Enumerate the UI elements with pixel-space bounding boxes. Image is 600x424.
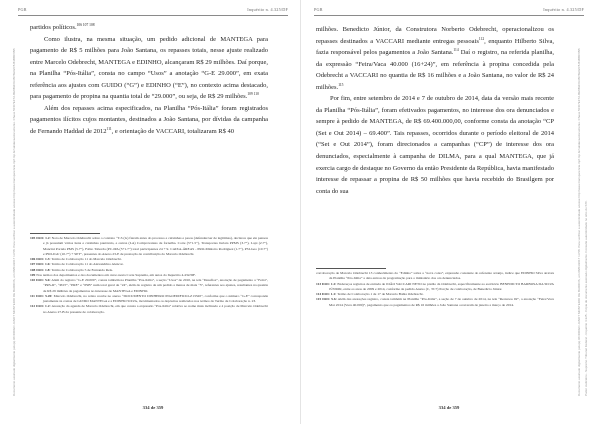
- footnote-number: 111: [30, 293, 35, 298]
- right-header-org: PGR: [314, 7, 323, 12]
- paragraph-text: , enquanto Hilberto Silva, fazia responsável pelos pagamentos a João Santana.: [316, 37, 554, 57]
- footnote-doc-label: DOC 1.8:: [36, 267, 51, 272]
- left-header-rule: [18, 15, 288, 16]
- footnote-text: Anotação da agenda de Marcelo Odebrecht, em que consta a expressão “Pós-Itália” relativa ao nome mais inclinado e à posição de Marcelo Odebrecht no Anexo 27-B da presente de colaboração.: [43, 304, 268, 314]
- left-footnote-rule: [30, 233, 100, 234]
- footnote-doc-label: DOC 5.6:: [322, 297, 337, 302]
- footnote-marker: 109 110: [247, 92, 259, 97]
- right-side-stamp-a: Documento assinado digitalmente pelo(a) RODRIGO JANOT MONTEIRO DE BARROS, em 08/03/2017 13:58. Para verificar a autenticidade acesse http://www.transparencia.mpf.mp.br/validacaodocumento. Chave 5CD7EF7A.BE8B3F03.BC5E02C5.B3BBC65B: [577, 48, 581, 396]
- footnote-text: Termo de Colaboração 11 do Marcelo Odebrecht.: [51, 257, 122, 261]
- footnote-text: Termo de Colaboração 5 de Fernando Reis.: [51, 267, 113, 272]
- paragraph-text: Daí o registro, na referida planilha, da expressão “Feira/Vaca 40.000 (16+24)”, em referência à propina concedida pela Odebrecht a VACCARI no quantia de R$ 16 milhões e a João Santana, no valor de R$ 24 milhões.: [316, 49, 554, 91]
- footnote-number: 107: [30, 262, 36, 267]
- footnote: [316, 282, 554, 293]
- left-header-case: Inquérito n. 4.325/DF: [247, 7, 288, 12]
- footnote: [316, 271, 554, 282]
- footnote-text: Endereços registros de entrada de JOÃO VACCARI NETO no prédio da Odebrecht, especificamente ao escritório BENEDICTO BARBOSA DA SILVA JÚNIOR, entre os anos de 2009 e 2014, conforme de pedido Anexo (C, TC7) Porção de colaboração, de Benedicto Júnior.: [329, 281, 554, 291]
- footnote-number: 110: [30, 278, 36, 282]
- footnote: [30, 294, 268, 305]
- footnote-doc-label: DOC 1.2:: [36, 304, 51, 309]
- footnote-doc-label: DOC 1.3:: [36, 257, 51, 261]
- right-page-number: 334 de 359: [438, 405, 460, 410]
- footnote-doc-label: DOC 1.6:: [36, 262, 51, 267]
- left-page: [8, 0, 298, 424]
- footnote-number: 115: [316, 297, 322, 302]
- footnote-number: 108: [30, 267, 36, 272]
- left-body-text: [30, 22, 268, 137]
- footnote-marker: 106 107 108: [76, 23, 95, 27]
- paragraph-text: milhões. Benedicto Júnior, da Construtora Norberto Odebrecht, operacionalizou os repasses destinados a VACCARI mediante entregas pessoais: [316, 26, 554, 45]
- footnote-doc-label: DOC 1.2:: [36, 236, 51, 240]
- footnote-marker: 111: [106, 126, 112, 131]
- right-side-stamp-b: Poder Judiciário - Supremo Tribunal Federal - Inquérito 4.325 - Cópia de documento assinado digitalmente. Consulte autenticidade no sítio do STF.: [584, 200, 588, 396]
- footnote-marker: 112: [478, 36, 485, 41]
- footnote-number: 109: [30, 272, 36, 277]
- body-paragraph: [30, 103, 268, 138]
- footnote: [30, 304, 268, 315]
- body-paragraph: [316, 24, 554, 93]
- footnote-text: Além das anotações registro, consta também na Planilha “Pós-Itália”, a seção de 7 de outubro de 2014, na tela “Recursos 02”, a anotação “Feira/Vaca Mar 2014 (Vaca 40.000)”, pagamento que os pagamentos de R$ 16 milhões a João Santana ocorreram de janeiro a março de 2014.: [329, 297, 555, 307]
- right-body-text: [316, 24, 554, 197]
- footnote: [30, 278, 268, 294]
- paragraph-text: Como ilustra, na mesma situação, um pedido adicional de MANTEGA para pagamento de R$ 5 milhões para João Santana, os repasses totais, nesse ajuste realizado entre Marcelo Odebrecht, MANTEGA e EDINHO, alcançaram R$ 29 milhões. Daí porque, na Planilha “Pós-Itália”, consta no campo “Usos” a anotação “G-E 29.000”, em exata referência aos ajustes com GUIDO (“G”) e EDINHO (“E”), no contexto acima destacado, para pagamento de propina na quantia total de “29.000”, ou seja, de R$ 29 milhões.: [30, 35, 268, 101]
- footnote-text: Termo de Colaboração 11 do Alexandrino Alencar.: [51, 262, 124, 267]
- paragraph-text: Além dos repasses acima especificados, na Planilha “Pós-Itália” foram registrados pagamentos ilícitos cujos montantes, destinados a João Santana, por dívidas da campanha de Fernando Haddad de 2012: [30, 104, 268, 135]
- footnote-text: Marcelo Odebrecht, no relato recebe no anexo “DOCUMENTO DINHEIRO PIGOEDIFICIO-Z13320”, conforme que o número “G-E” corresponde justamente às contas de GUIDO MANTEGA e a EDINHO SILVA, movimentados os depósitos realizados nos termos do Termo de Colaboração n. 23.: [43, 293, 269, 303]
- left-header-org: PGR: [18, 7, 27, 12]
- footnote-number: 112: [30, 304, 36, 309]
- footnote-text: Além do registro “G-E 29.000”, consta também na Planilha “Pós-Itália”, a seção “Usos” de 2010, na tela “Desafios”, anotação de pagamento a “Feira”, “PRS-R”, “POT”, “PRE” e “PSB” num total geral de “24”, além do registro de um pedido a menos de mais “5”, referentes aos ajustes, resultantes na quantia de R$ 29 milhões de pagamentos no interesse de MANTEGA e EDINHO.: [43, 278, 268, 293]
- paragraph-text: partidos políticos.: [30, 24, 77, 31]
- paragraph-text: , e orientação de VACCARI, totalizaram R$ 40: [111, 127, 235, 135]
- left-side-stamp: Documento assinado digitalmente pelo(a) RODRIGO JANOT MONTEIRO DE BARROS, em 08/03/2017 13:58. Para verificar a autenticidade acesse http://www.transparencia.mpf.mp.br/validacaodocumento. Chave 5CD7EF7A.BE8B3F03.BC5E02C5.B3BBC65B: [12, 48, 16, 396]
- left-page-number: 334 de 359: [142, 405, 164, 410]
- footnote-text: Termo de Colaboração 1 de 17 de Marcelo Bahia Odebrecht.: [337, 292, 424, 296]
- footnote-doc-label: DOC 5.20:: [36, 293, 53, 298]
- footnote-text: Nos termos dos depoimentos e dos documentos em curso nesta Corte Suprema, em autos do Inquérito 4.432/DF.: [36, 272, 196, 277]
- left-footnotes: [30, 236, 268, 315]
- footnote-number: 105: [30, 236, 36, 240]
- right-page: [304, 0, 594, 424]
- footnote-number: 113: [316, 281, 322, 286]
- footnote-text: corroboração de Marcelo Odebrecht 13 conhecimento do “Edinho” sobre a “nova coisa”, expressão constante do referente arranjo, índice que EDINHO Silva através da Planilha “Pós-Itália” a data entrou da programação para o ministério dos ora denunciados.: [316, 271, 554, 281]
- footnote: [316, 297, 554, 308]
- footnote-number: 114: [316, 292, 322, 296]
- footnote-text: Nota de Marcelo Odebrecht sobre o contrato “T-S (G) fiaram antes do processo e caixinhas e pesos (defender/ser de legítimas), declarou que ele pensou e já possuíam vários itens e caixinhas pautáveis, e outras (LA) Comprovantes de fornalha. Corte (5+1.5”), Transportes Juriata PPMS (3.7”), Lopi (2.7”), Mancini Portela PMS (5.7”), Fabio Taborda (PC-IPA (5+1.7”) total participantes 24 + 9. CAIXA-ÁREAS - PRO-Ministro Rodriguez (1.7”), PSI-Geo (10.7”) e PSD-IGU (10.7”) + SPT”, presentes do Anexo 23-E de prestação de contribuição do Marcelo Odebrecht.: [43, 236, 269, 256]
- footnote-number: 106: [30, 257, 36, 261]
- paragraph-text: Por fim, entre setembro de 2014 e 7 de outubro de 2014, data da versão mais recente da Planilha “Pós-Itália”, foram efetivados pagamentos, no interesse dos ora denunciados e sempre à pedido de MANTEGA, de R$ 69.400.000,00, conforme consta da anotação “CP (Set e Out 2014) – 69.400”. Tais repasses, ocorridos durante o período eleitoral de 2014 (“Set e Out 2014”), foram direcionados a campanhas (“CP”) de interesse dos ora denunciados, especialmente à campanha de DILMA, para a qual MANTEGA, que já exercia cargo de destaque no Governo da então Presidente da República, havia manifestado interesse de repassar a propina de R$ 50 milhões que havia recebido do Brasilgem por conta do sua: [316, 95, 554, 195]
- footnote-doc-label: DOC 5.6:: [36, 278, 51, 282]
- footnote-marker: 115: [338, 82, 344, 87]
- body-paragraph: [30, 34, 268, 103]
- right-header-rule: [314, 15, 584, 16]
- right-header-case: Inquérito n. 4.325/DF: [543, 7, 584, 12]
- footnote: [30, 236, 268, 257]
- page-gutter: [300, 0, 301, 424]
- body-paragraph: [30, 22, 268, 34]
- body-paragraph: [316, 93, 554, 197]
- footnote-marker: 114: [453, 48, 459, 53]
- footnote-doc-label: DOC 1.2:: [322, 281, 337, 286]
- footnote-doc-label: DOC 1.2:: [322, 292, 337, 296]
- right-footnotes: [316, 271, 554, 308]
- right-footnote-rule: [316, 268, 386, 269]
